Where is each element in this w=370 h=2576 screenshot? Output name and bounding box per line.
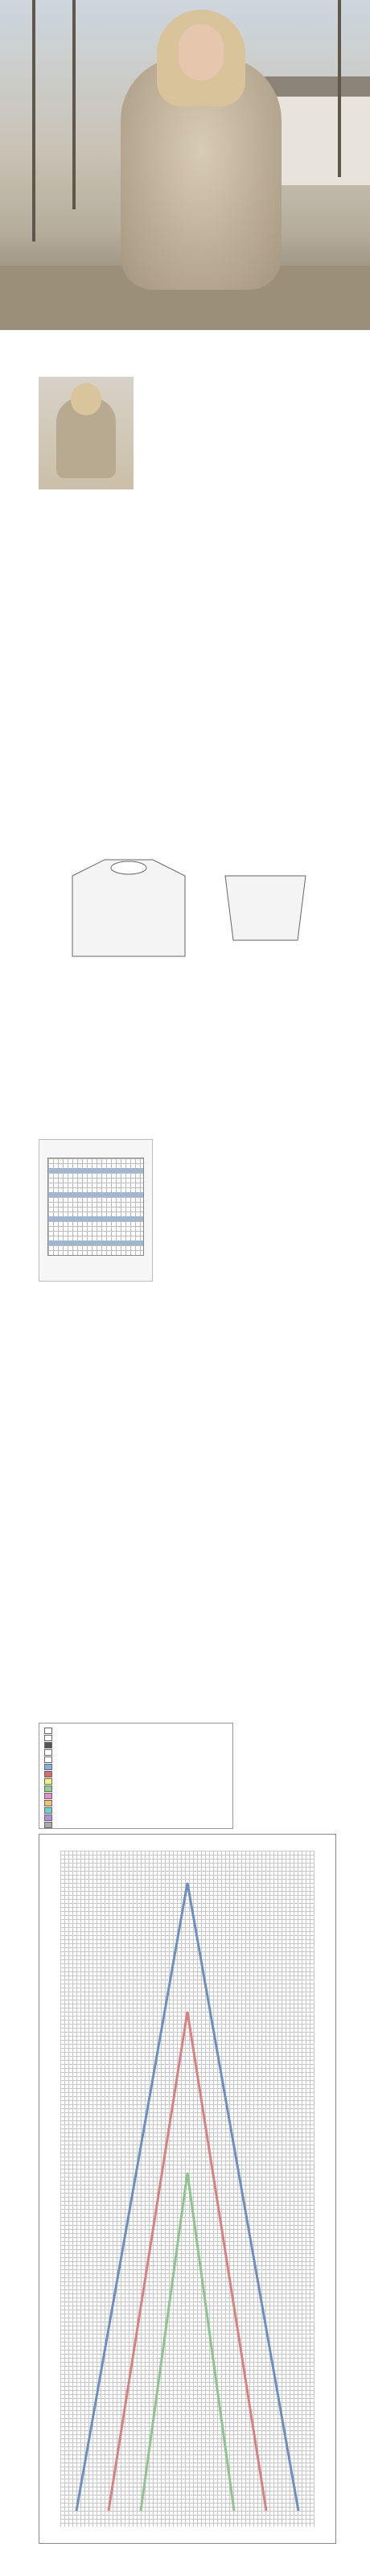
text-line bbox=[39, 769, 344, 775]
text-line bbox=[142, 455, 270, 461]
thumbnail-hair bbox=[71, 383, 101, 415]
text-line bbox=[142, 449, 270, 456]
text-line bbox=[39, 1312, 344, 1319]
chart-b-band bbox=[48, 1216, 143, 1221]
legend-swatch bbox=[44, 1778, 52, 1785]
text-line bbox=[39, 1061, 344, 1067]
text-line bbox=[39, 553, 344, 559]
text-line bbox=[39, 781, 344, 787]
legend-row bbox=[39, 1748, 232, 1756]
text-line bbox=[39, 584, 344, 590]
text-line bbox=[39, 1121, 344, 1128]
legend-row bbox=[39, 1806, 232, 1814]
hero-photo bbox=[0, 0, 370, 330]
legend-swatch bbox=[44, 1771, 52, 1777]
text-line bbox=[39, 787, 344, 794]
text-line bbox=[39, 1025, 344, 1031]
chart-b-band bbox=[48, 1168, 143, 1173]
neck-opening bbox=[111, 861, 146, 874]
text-line bbox=[39, 1373, 344, 1379]
text-line bbox=[39, 757, 344, 763]
text-line bbox=[39, 1385, 344, 1391]
instructions-section-d bbox=[39, 1288, 344, 1391]
legend-row bbox=[39, 1763, 232, 1770]
text-line bbox=[39, 577, 344, 584]
text-line bbox=[39, 1049, 344, 1055]
legend-swatch bbox=[44, 1814, 52, 1821]
legend-row bbox=[39, 1756, 232, 1763]
text-line bbox=[39, 632, 344, 638]
text-line bbox=[39, 994, 344, 1001]
text-line bbox=[39, 638, 344, 644]
text-line bbox=[39, 625, 344, 632]
text-line bbox=[39, 775, 344, 782]
tree-trunk bbox=[72, 0, 76, 209]
text-line bbox=[39, 517, 344, 523]
legend-swatch bbox=[44, 1742, 52, 1748]
text-line bbox=[39, 541, 344, 547]
body-schematic bbox=[72, 860, 185, 956]
text-line bbox=[39, 644, 344, 650]
text-line bbox=[39, 1336, 344, 1343]
text-line bbox=[142, 407, 270, 413]
text-line bbox=[39, 715, 344, 721]
instructions-section-c bbox=[39, 982, 344, 1127]
tree-trunk bbox=[338, 0, 341, 177]
legend-swatch bbox=[44, 1822, 52, 1828]
text-line bbox=[142, 473, 270, 480]
text-line bbox=[39, 1307, 344, 1313]
motif-outline bbox=[76, 1883, 298, 2511]
text-line bbox=[39, 1097, 344, 1104]
text-line bbox=[39, 1319, 344, 1325]
text-line bbox=[39, 745, 344, 751]
text-line bbox=[39, 620, 344, 626]
text-line bbox=[39, 751, 344, 758]
tree-trunk bbox=[32, 0, 35, 242]
text-line bbox=[39, 547, 344, 554]
text-line bbox=[39, 535, 344, 542]
text-line bbox=[142, 425, 270, 431]
text-line bbox=[39, 1073, 344, 1080]
legend-swatch bbox=[44, 1764, 52, 1770]
legend-row bbox=[39, 1741, 232, 1748]
chart-b-band bbox=[48, 1241, 143, 1245]
legend-swatch bbox=[44, 1785, 52, 1792]
legend-swatch bbox=[44, 1728, 52, 1734]
sleeve-outline bbox=[225, 876, 306, 940]
instructions-section-a bbox=[39, 493, 344, 650]
legend-swatch bbox=[44, 1807, 52, 1814]
text-line bbox=[39, 1300, 344, 1307]
text-line bbox=[39, 565, 344, 572]
text-line bbox=[39, 793, 344, 799]
text-line bbox=[39, 805, 344, 811]
legend-row bbox=[39, 1785, 232, 1792]
text-line bbox=[39, 708, 344, 715]
garment-diagram bbox=[48, 844, 322, 972]
main-pattern-chart bbox=[39, 1834, 336, 2544]
text-line bbox=[39, 763, 344, 770]
text-line bbox=[39, 1030, 344, 1037]
chart-b-band bbox=[48, 1192, 143, 1197]
text-line bbox=[39, 1294, 344, 1301]
text-line bbox=[39, 1109, 344, 1116]
motif-outline bbox=[109, 2012, 266, 2511]
text-line bbox=[39, 596, 344, 602]
thumbnail-photo bbox=[39, 377, 134, 489]
chart-b-grid bbox=[47, 1158, 144, 1256]
text-line bbox=[39, 817, 344, 824]
legend-row bbox=[39, 1727, 232, 1734]
text-line bbox=[39, 1042, 344, 1049]
text-line bbox=[39, 1006, 344, 1013]
text-line bbox=[39, 499, 344, 506]
text-line bbox=[39, 1018, 344, 1025]
text-line bbox=[39, 1055, 344, 1061]
text-line bbox=[39, 505, 344, 511]
text-line bbox=[142, 431, 270, 437]
text-line bbox=[39, 733, 344, 739]
instructions-section-b bbox=[39, 696, 344, 824]
chart-legend bbox=[39, 1723, 233, 1829]
text-line bbox=[39, 1091, 344, 1097]
text-line bbox=[39, 1348, 344, 1355]
text-line bbox=[142, 485, 270, 492]
legend-row bbox=[39, 1792, 232, 1799]
chart-b bbox=[39, 1139, 153, 1282]
text-line bbox=[142, 413, 270, 419]
text-line bbox=[39, 1379, 344, 1385]
text-line bbox=[39, 1343, 344, 1349]
text-line bbox=[39, 1367, 344, 1373]
legend-row bbox=[39, 1799, 232, 1806]
legend-row bbox=[39, 1777, 232, 1785]
text-line bbox=[39, 799, 344, 806]
legend-swatch bbox=[44, 1749, 52, 1756]
text-line bbox=[39, 739, 344, 745]
text-line bbox=[142, 401, 270, 407]
text-line bbox=[39, 1085, 344, 1092]
legend-swatch bbox=[44, 1800, 52, 1806]
text-line bbox=[39, 1067, 344, 1073]
legend-row bbox=[39, 1821, 232, 1828]
text-line bbox=[39, 1079, 344, 1085]
text-line bbox=[39, 559, 344, 566]
text-line bbox=[39, 1360, 344, 1367]
text-line bbox=[39, 1115, 344, 1121]
text-line bbox=[142, 394, 270, 401]
legend-row bbox=[39, 1734, 232, 1741]
text-line bbox=[142, 419, 270, 425]
legend-row bbox=[39, 1770, 232, 1777]
legend-row bbox=[39, 1814, 232, 1821]
legend-swatch bbox=[44, 1793, 52, 1799]
text-line bbox=[39, 601, 344, 608]
text-line bbox=[39, 613, 344, 620]
text-line bbox=[39, 1288, 344, 1294]
text-line bbox=[39, 1103, 344, 1109]
text-line bbox=[142, 479, 270, 485]
text-line bbox=[142, 443, 270, 449]
main-chart-motif bbox=[60, 1851, 314, 2527]
text-line bbox=[39, 608, 344, 614]
text-line bbox=[39, 529, 344, 535]
text-line bbox=[39, 989, 344, 995]
text-line bbox=[39, 1013, 344, 1019]
text-line bbox=[142, 461, 270, 468]
text-line bbox=[39, 523, 344, 530]
text-line bbox=[39, 1324, 344, 1331]
legend-swatch bbox=[44, 1757, 52, 1763]
model-face bbox=[179, 24, 224, 80]
text-line bbox=[39, 493, 344, 499]
text-line bbox=[39, 727, 344, 733]
text-line bbox=[39, 982, 344, 989]
text-line bbox=[39, 589, 344, 596]
legend-swatch bbox=[44, 1735, 52, 1741]
text-line bbox=[39, 572, 344, 578]
text-line bbox=[142, 437, 270, 444]
text-line bbox=[142, 467, 270, 473]
text-line bbox=[39, 1331, 344, 1337]
text-line bbox=[39, 703, 344, 709]
text-line bbox=[39, 811, 344, 818]
spec-block bbox=[142, 394, 270, 497]
text-line bbox=[39, 720, 344, 727]
sleeve-schematic bbox=[225, 876, 306, 940]
text-line bbox=[39, 1037, 344, 1043]
text-line bbox=[39, 696, 344, 703]
text-line bbox=[39, 1001, 344, 1007]
text-line bbox=[39, 511, 344, 518]
text-line bbox=[39, 1355, 344, 1361]
